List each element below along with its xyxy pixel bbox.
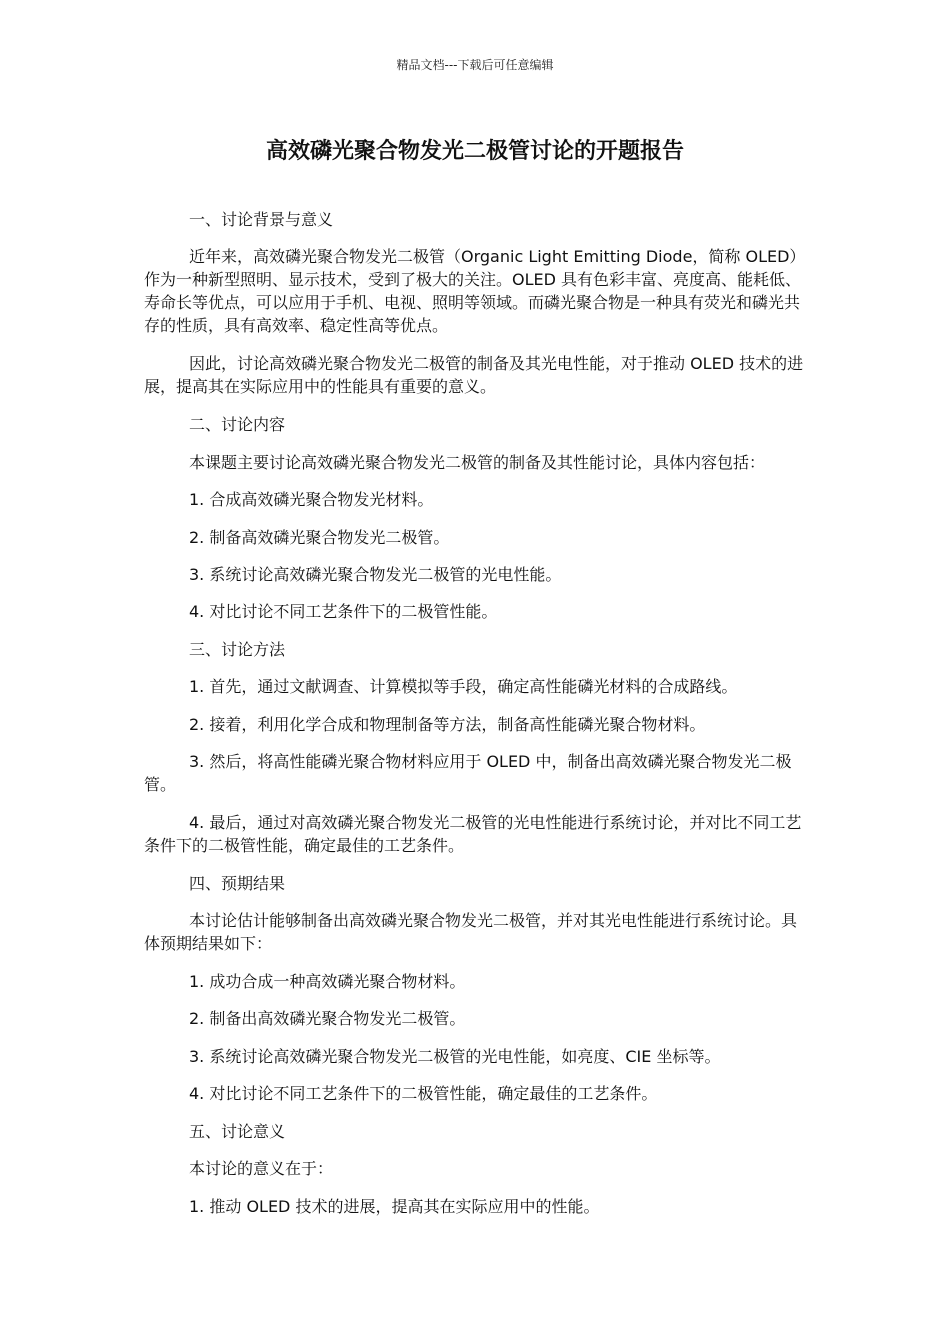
- list-item: 1. 首先，通过文献调查、计算模拟等手段，确定高性能磷光材料的合成路线。: [189, 677, 738, 696]
- document-title: 高效磷光聚合物发光二极管讨论的开题报告: [265, 139, 684, 164]
- section-heading-significance: 五、讨论意义: [189, 1122, 286, 1141]
- paragraph-background: 近年来，高效磷光聚合物发光二极管（Organic Light Emitting Diode，简称 OLED）作为一种新型照明、显示技术，受到了极大的关注。OLED 具有色彩丰富、亮度高、能耗低、寿命长等优点，可以应用于手机、电视、照明等领域。而磷光聚合物是一种具有荧光和磷光共存的性质，具有高效率、稳定性高等优点。: [144, 247, 806, 335]
- section-heading-methods: 三、讨论方法: [189, 640, 286, 659]
- paragraph-content-intro: 本课题主要讨论高效磷光聚合物发光二极管的制备及其性能讨论，具体内容包括：: [189, 453, 766, 472]
- list-item: 4. 对比讨论不同工艺条件下的二极管性能，确定最佳的工艺条件。: [189, 1084, 658, 1103]
- list-item: 2. 接着，利用化学合成和物理制备等方法，制备高性能磷光聚合物材料。: [189, 715, 706, 734]
- list-item: 3. 系统讨论高效磷光聚合物发光二极管的光电性能，如亮度、CIE 坐标等。: [189, 1047, 721, 1066]
- paragraph-significance-intro: 本讨论的意义在于：: [189, 1159, 334, 1178]
- section-heading-background: 一、讨论背景与意义: [189, 210, 334, 229]
- section-heading-expected-results: 四、预期结果: [189, 874, 286, 893]
- paragraph-significance: 因此，讨论高效磷光聚合物发光二极管的制备及其光电性能，对于推动 OLED 技术的进展，提高其在实际应用中的性能具有重要的意义。: [144, 354, 804, 396]
- list-item: 2. 制备高效磷光聚合物发光二极管。: [189, 528, 450, 547]
- list-item: 4. 最后，通过对高效磷光聚合物发光二极管的光电性能进行系统讨论，并对比不同工艺条件下的二极管性能，确定最佳的工艺条件。: [144, 813, 802, 855]
- section-heading-content: 二、讨论内容: [189, 415, 286, 434]
- paragraph-results-intro: 本讨论估计能够制备出高效磷光聚合物发光二极管，并对其光电性能进行系统讨论。具体预期结果如下：: [144, 911, 798, 953]
- list-item: 1. 成功合成一种高效磷光聚合物材料。: [189, 972, 466, 991]
- list-item: 1. 推动 OLED 技术的进展，提高其在实际应用中的性能。: [189, 1197, 600, 1216]
- list-item: 1. 合成高效磷光聚合物发光材料。: [189, 490, 434, 509]
- list-item: 4. 对比讨论不同工艺条件下的二极管性能。: [189, 602, 498, 621]
- header-note: 精品文档---下载后可任意编辑: [396, 58, 554, 72]
- list-item: 3. 系统讨论高效磷光聚合物发光二极管的光电性能。: [189, 565, 562, 584]
- list-item: 3. 然后，将高性能磷光聚合物材料应用于 OLED 中，制备出高效磷光聚合物发光二极管。: [144, 752, 792, 794]
- list-item: 2. 制备出高效磷光聚合物发光二极管。: [189, 1009, 466, 1028]
